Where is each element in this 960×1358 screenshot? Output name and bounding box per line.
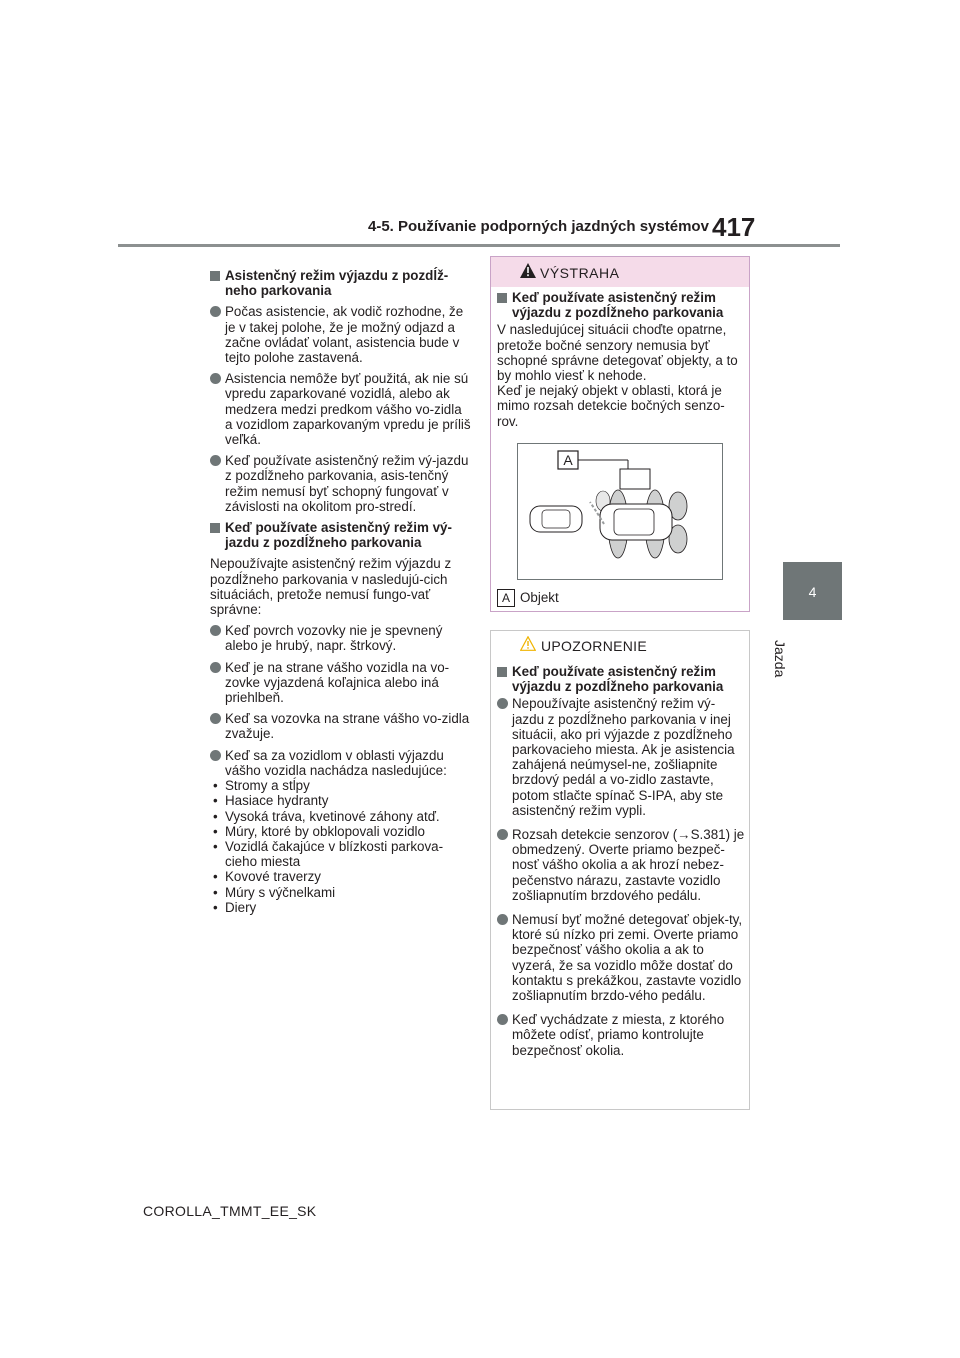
circle-bullet-icon (210, 306, 221, 317)
circle-bullet-icon (210, 625, 221, 636)
list-item-text: Asistencia nemôže byť použitá, ak nie sú vpredu zaparkované vozidlá, alebo ak medzera medzi predkom vášho vo-zidla a vozidlom zaparkovaným vpredu je príliš veľká. (225, 371, 471, 448)
list-item (497, 1012, 745, 1058)
sub-item-text: Vozidlá čakajúce v blízkosti parkova-cieho miesta (225, 838, 444, 870)
circle-bullet-icon (210, 455, 221, 466)
circle-bullet-icon (210, 662, 221, 673)
list-item-text: Keď vychádzate z miesta, z ktorého môžete odísť, priamo kontrolujte bezpečnosť okolia. (512, 1012, 725, 1058)
section-title: 4-5. Používanie podporných jazdných systémov (368, 218, 709, 235)
page-number: 417 (712, 212, 756, 242)
legend-key: A (497, 589, 515, 607)
notice-title: UPOZORNENIE (541, 638, 647, 654)
chapter-number: 4 (808, 584, 817, 600)
circle-bullet-icon (497, 829, 508, 840)
sub-item: • Vysoká tráva, kvetinové záhony atď. (213, 808, 440, 824)
header-rule (118, 244, 840, 247)
warning-paragraph: Keď je nejaký objekt v oblasti, ktorá je mimo rozsah detekcie bočných senzo-rov. (497, 383, 725, 429)
list-item (210, 660, 472, 706)
figure-label-a: A (563, 452, 573, 468)
circle-bullet-icon (210, 713, 221, 724)
list-item-text: Keď sa vozovka na strane vášho vo-zidla zvažuje. (225, 711, 470, 742)
sub-item: • Múry s výčnelkami (213, 884, 336, 900)
left-column (210, 268, 472, 915)
list-item-text: Keď povrch vozovky nie je spevnený alebo je hrubý, napr. štrkový. (225, 623, 443, 654)
section-heading-text: Asistenčný režim výjazdu z pozdĺž-neho parkovania (225, 268, 449, 299)
list-item-text: Rozsah detekcie senzorov (→S.381) je obmedzený. Overte priamo bezpeč-nosť vášho okolia a ak hrozí nebez-pečenstvo nárazu, zastavte vozidlo zošliapnutím brzdového pedálu. (512, 827, 745, 903)
square-bullet-icon (210, 523, 220, 533)
circle-bullet-icon (497, 914, 508, 925)
sub-item: • Vozidlá čakajúce v blízkosti parkova-cieho miesta (213, 838, 444, 870)
list-item-text: Nemusí byť možné detegovať objek-ty, ktoré sú nízko pri zemi. Overte priamo bezpečnosť vášho okolia a ak to vyzerá, že sa vozidlo môže dostať do kontaktu s prekážkou, zastavte vozidlo zošliapnutím brzdo-vého pedálu. (512, 912, 743, 1004)
circle-bullet-icon (210, 373, 221, 384)
chapter-label-text: Jazda (772, 640, 788, 678)
sub-item: • Kovové traverzy (213, 869, 322, 885)
caution-triangle-icon (520, 636, 536, 656)
document-code: COROLLA_TMMT_EE_SK (143, 1203, 317, 1219)
warning-body (497, 290, 745, 429)
circle-bullet-icon (497, 1014, 508, 1025)
sub-item: • Múry, ktoré by obklopovali vozidlo (213, 823, 425, 839)
sub-item-text: Vysoká tráva, kvetinové záhony atď. (225, 808, 440, 824)
section-heading (210, 520, 472, 550)
square-bullet-icon (497, 667, 507, 677)
square-bullet-icon (497, 293, 507, 303)
sub-item-text: Stromy a stĺpy (225, 778, 310, 794)
list-item (210, 623, 472, 653)
list-item-text: Keď sa za vozidlom v oblasti výjazdu vášho vozidla nachádza nasledujúce: (225, 747, 447, 778)
list-item (210, 711, 472, 741)
warning-heading (497, 290, 745, 320)
sub-item-text: Diery (225, 899, 257, 915)
list-item-text: Keď používate asistenčný režim vý-jazdu z pozdĺžneho parkovania, asis-tenčný režim nemusí byť schopný fungovať v závislosti na okolitom pro-stredí. (225, 453, 469, 514)
list-item (210, 371, 472, 447)
sub-item-text: Hasiace hydranty (225, 793, 329, 809)
list-item (210, 748, 472, 778)
sub-item-text: Kovové traverzy (225, 869, 322, 885)
notice-body (497, 664, 745, 1064)
legend-text: Objekt (520, 590, 559, 605)
sub-item: • Diery (213, 899, 257, 915)
sub-item-text: Múry, ktoré by obklopovali vozidlo (225, 823, 425, 839)
sub-item-text: Múry s výčnelkami (225, 884, 336, 900)
sub-item: • Hasiace hydranty (213, 793, 329, 809)
list-item (210, 453, 472, 514)
list-item (210, 304, 472, 365)
paragraph: Nepoužívajte asistenčný režim výjazdu z pozdĺžneho parkovania v nasledujú-cich situáciách, pretože nemusí fungo-vať správne: (210, 556, 452, 618)
warning-triangle-icon (520, 263, 536, 283)
square-bullet-icon (210, 271, 220, 281)
parking-diagram (517, 443, 723, 580)
list-item-text: Nepoužívajte asistenčný režim vý-jazdu z pozdĺžneho parkovania v inej situácii, ako pri výjazde z pozdĺžneho parkovacieho miesta. Ak je asistencia zahájená neúmysel-ne, zošliapnite brzdový pedál a vo-zidlo zastavte, potom stlačte spínač S-IPA, aby ste asistenčný režim vypli. (512, 696, 735, 818)
circle-bullet-icon (210, 750, 221, 761)
notice-heading-text: Keď používate asistenčný režim výjazdu z pozdĺžneho parkovania (512, 664, 724, 695)
circle-bullet-icon (497, 698, 508, 709)
sub-item: • Stromy a stĺpy (213, 778, 310, 794)
warning-heading-text: Keď používate asistenčný režim výjazdu z pozdĺžneho parkovania (512, 290, 724, 321)
list-item-text: Počas asistencie, ak vodič rozhodne, že je v takej polohe, že je možný odjazd a začne ovládať volant, asistencia bude v tejto polohe zastavená. (225, 304, 464, 366)
section-heading-text: Keď používate asistenčný režim vý-jazdu z pozdĺžneho parkovania (225, 520, 452, 551)
section-heading (210, 268, 472, 298)
notice-heading (497, 664, 745, 694)
chapter-label (772, 640, 788, 677)
warning-paragraph: V nasledujúcej situácii choďte opatrne, pretože bočné senzory nemusia byť schopné správne detegovať objekty, a to by mohlo viesť k nehode. (497, 322, 738, 384)
list-item (497, 827, 745, 903)
list-item (497, 696, 745, 818)
list-item (497, 912, 745, 1003)
list-item-text: Keď je na strane vášho vozidla na vo-zovke vyjazdená koľajnica alebo iná priehlbeň. (225, 659, 450, 706)
warning-title: VÝSTRAHA (540, 265, 620, 281)
